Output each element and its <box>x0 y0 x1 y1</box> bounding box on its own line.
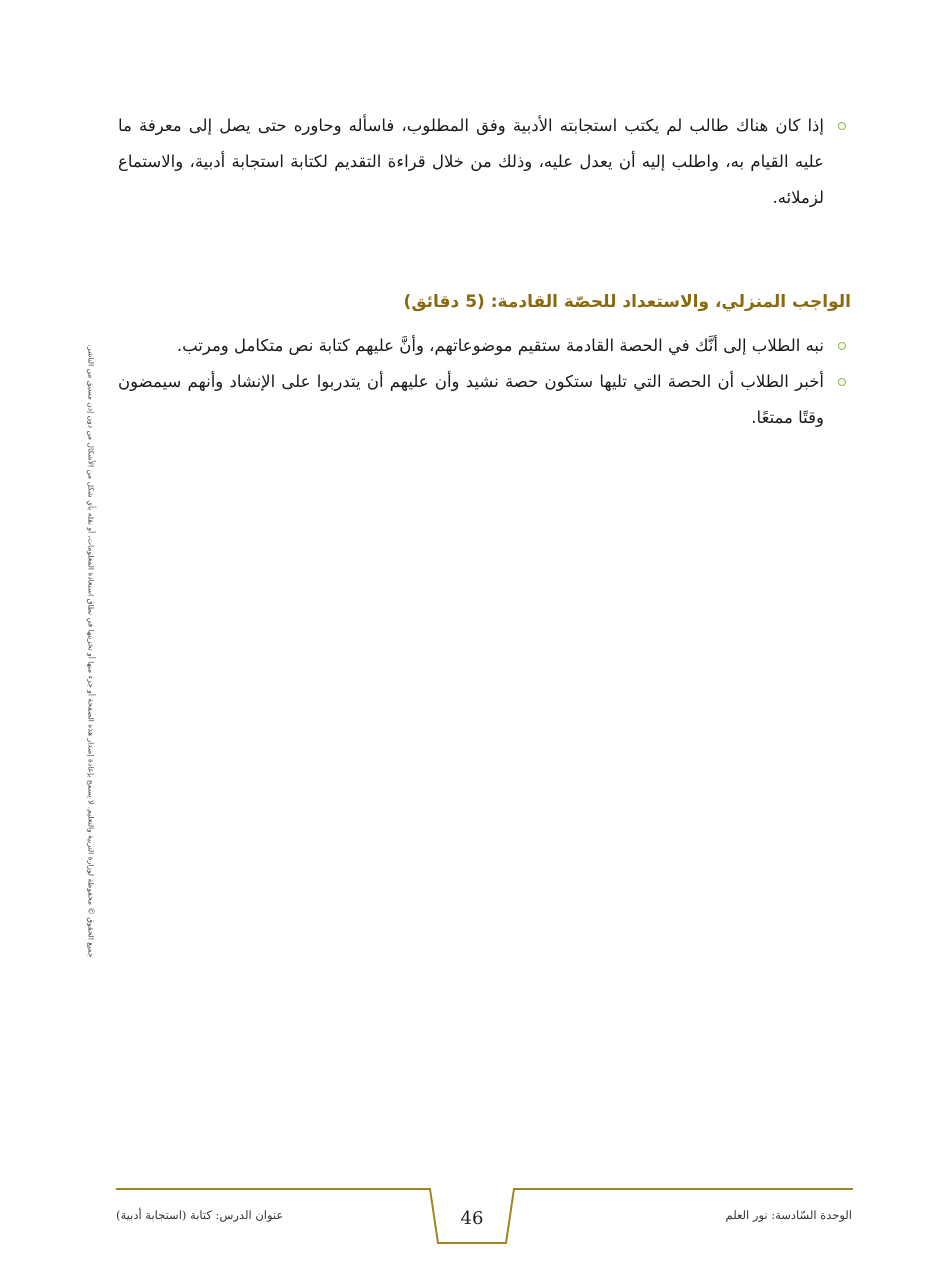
previous-section <box>118 108 846 216</box>
paragraph-text: إذا كان هناك طالب لم يكتب استجابته الأدبية وفق المطلوب، فاسأله وحاوره حتى يصل إلى معرفة ما عليه القيام به، واطلب إليه أن يعدل عليه، وذلك من خلال قراءة التقديم لكتابة استجابة أدبية، والاستماع لزملائه. <box>118 116 824 207</box>
bullet-circle-icon <box>838 378 846 386</box>
copyright-text: جميع الحقوق © محفوظة لوزارة التربية والتعليم. لا يسمح بإعادة إصدار هذه الصفحة أو جزء منها أو تخزينها في نطاق استعادة المعلومات، أو نقله بأي شكل من الأشكال من دون إذن مسبق من الناشر. <box>86 344 96 958</box>
page-number: 46 <box>460 1208 484 1229</box>
footer-unit-title: الوحدة السّادسة: نور العلم <box>725 1208 852 1222</box>
paragraph-text: نبه الطلاب إلى أنَّك في الحصة القادمة ستقيم موضوعاتهم، وأنَّ عليهم كتابة نص متكامل ومرتب. <box>176 336 824 355</box>
bullet-circle-icon <box>838 122 846 130</box>
section-heading: الواجب المنزلي، والاستعداد للحصّة القادمة: (5 دقائق) <box>403 292 851 312</box>
list-item <box>118 108 846 216</box>
list-item <box>118 364 846 436</box>
homework-section <box>118 328 846 436</box>
footer-lesson-title: عنوان الدرس: كتابة (استجابة أدبية) <box>116 1208 284 1222</box>
list-item <box>118 328 846 364</box>
copyright-note <box>86 296 96 1006</box>
paragraph-text: أخبر الطلاب أن الحصة التي تليها ستكون حصة نشيد وأن عليهم أن يتدربوا على الإنشاد وأنهم سيمضون وقتًا ممتعًا. <box>118 372 824 427</box>
bullet-circle-icon <box>838 342 846 350</box>
